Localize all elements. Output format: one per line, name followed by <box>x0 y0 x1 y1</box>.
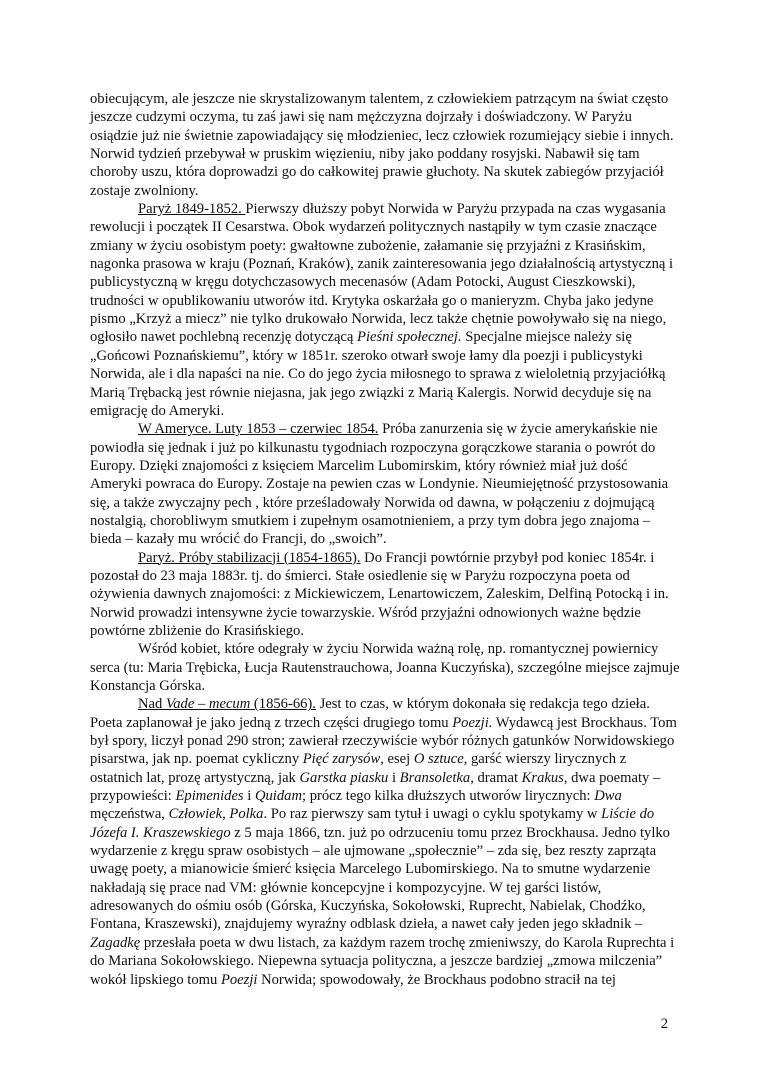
paragraph-p0 <box>90 90 680 200</box>
body-text: i <box>388 769 400 786</box>
italic-title-text: Człowiek, Polka <box>168 806 264 823</box>
body-text: i <box>243 788 255 805</box>
italic-title-text: Dwa <box>594 788 622 805</box>
body-text: Wydawcą jest Brockhaus. Tom był spory, liczył ponad 290 stron; zawierał rzeczywiście wybór różnych gatunków Norwidowskiego pisarstwa, jak np. poemat cykliczny <box>90 714 677 768</box>
section-heading-text: Paryż 1849-1852. <box>138 201 246 218</box>
body-text: Specjalne miejsce należy się „Gońcowi Poznańskiemu”, który w 1851r. szeroko otwarł swoje łamy dla poezji i publicystyki Norwida, ale i dla napaści na nie. Co do jego życia miłosnego to sprawa z wieloletnią przyjaciółką Marią Trębacką jest równie niejasna, jak jego związki z Marią Kalergis. Norwid decyduje się na emigrację do Ameryki. <box>90 329 666 419</box>
body-text: , dwa poematy – przypowieści: <box>90 769 661 805</box>
section-heading-text: Nad <box>138 696 166 713</box>
paragraph-p5 <box>90 695 680 989</box>
body-text: przesłała poeta w dwu listach, za każdym razem trochę zmieniwszy, do Karola Ruprechta i do Mariana Sokołowskiego. Niepewna sytuacja polityczna, a jeszcze bardziej „zmowa milczenia” wokół lipskiego tomu <box>90 934 675 988</box>
body-text: Jest to czas, w którym dokonała się redakcja tego dzieła. Poeta zaplanował je jako jedną z trzech części drugiego tomu <box>90 696 650 731</box>
italic-title-text: Poezji <box>220 971 258 988</box>
italic-title-text: Poezji. <box>452 714 493 731</box>
paragraph-p1 <box>90 200 680 420</box>
italic-title-text: Pieśni społecznej. <box>357 329 462 346</box>
body-text: z 5 maja 1866, tzn. już po odrzuceniu tomu przez Brockhausa. Jedno tylko wydarzenie z kręgu spraw osobistych – ale ujmowane „społecznie” – zda się, bez reszty zaprząta uwagę poety, a mianowicie śmierć księcia Marcelego Lubomirskiego. Na to smutne wydarzenie nakładają się prace nad VM: głównie koncepcyjne i kompozycyjne. W tej garści listów, adresowanych do ośmiu osób (Górska, Kuczyńska, Sokołowski, Ruprecht, Nabielak, Chodźko, Fontana, Kraszewski), znajdujemy wyraźny odblask dzieła, a nawet cały jeden jego składnik – <box>90 824 670 933</box>
body-text: , garść wierszy lirycznych z ostatnich lat, prozę artystyczną, jak <box>90 751 627 786</box>
body-text: , esej <box>380 751 414 768</box>
paragraph-p2 <box>90 420 680 548</box>
body-text: , dramat <box>470 769 522 786</box>
body-text: obiecującym, ale jeszcze nie skrystalizowanym talentem, z człowiekiem patrzącym na świat często jeszcze cudzymi oczyma, tu zaś jawi się nam mężczyzna dojrzały i doświadczony. W Paryżu osiądzie już nie świetnie zapowiadający się młodzieniec, lecz człowiek rozumiejący siebie i innych. Norwid tydzień przebywał w pruskim więzieniu, niby jako poddany rosyjski. Nabawił się tam choroby uszu, która doprowadzi go do całkowitej prawie głuchoty. Na skutek zabiegów przyjaciół zostaje zwolniony. <box>90 91 674 199</box>
section-heading-text: Paryż. Próby stabilizacji (1854-1865). <box>138 549 361 566</box>
body-text: Próba zanurzenia się w życie amerykańskie nie powiodła się jednak i już po kilkunastu tygodniach rozpoczyna gorączkowe starania o powrót do Europy. Dzięki znajomości z księciem Marcelim Lubomirskim, który również miał już dość Ameryki powraca do Europy. Zostaje na pewien czas w Londynie. Nieumiejętność przystosowania się, a także zwyczajny pech , które prześladowały Norwida od dawna, w połączeniu z dojmującą nostalgią, chorobliwym smutkiem i zupełnym osamotnieniem, a przy tym dobra jego znajoma – bieda – kazały mu wrócić do Francji, do „swoich”. <box>90 421 669 548</box>
italic-title-text: Epimenides <box>175 788 244 805</box>
body-text: Pierwszy dłuższy pobyt Norwida w Paryżu przypada na czas wygasania rewolucji i początek II Cesarstwa. Obok wydarzeń politycznych nastąpiły w tym czasie znaczące zmiany w życiu osobistym poety: gwałtowne zubożenie, załamanie się przyjaźni z Krasińskim, nagonka prasowa w kraju (Poznań, Kraków), zanik zainteresowania jego działalnością artystyczną i publicystyczną w kręgu dotychczasowych mecenasów (Adam Potocki, August Cieszkowski), trudności w opublikowaniu utworów itd. Krytyka oskarżała go o manieryzm. Chyba jako jedyne pismo „Krzyż a miecz” nie tylko drukowało Norwida, lecz także chętnie powoływało się na niego, ogłosiło nawet pochlebną recenzję dotyczącą <box>90 201 674 346</box>
page-number: 2 <box>660 1016 668 1032</box>
italic-title-text: Quidam <box>254 788 302 805</box>
body-text: Do Francji powtórnie przybył pod koniec 1854r. i pozostał do 23 maja 1883r. tj. do śmierci. Stałe osiedlenie się w Paryżu rozpoczyna poeta od ożywienia dawnych znajomości: z Mickiewiczem, Lenartowiczem, Zaleskim, Delfiną Potocką i in. Norwid prowadzi intensywne życie towarzyskie. Wśród przyjaźni odnowionych ważne będzie powtórne zbliżenie do Krasińskiego. <box>90 549 669 639</box>
body-text: Norwida; spowodowały, że Brockhaus podobno stracił na tej <box>257 971 616 988</box>
italic-title-text: Garstka piasku <box>299 769 389 786</box>
body-text: Wśród kobiet, które odegrały w życiu Norwida ważną rolę, np. romantycznej powiernicy serca (tu: Maria Trębicka, Łucja Rautenstrauchowa, Joanna Kuczyńska), szczególne miejsce zajmuje Konstancja Górska. <box>90 641 680 694</box>
section-heading-text: Vade – mecum <box>165 696 251 713</box>
body-text: ; prócz tego kilka dłuższych utworów lirycznych: <box>302 788 595 805</box>
document-page <box>90 90 680 989</box>
italic-title-text: Pięć zarysów <box>302 751 381 768</box>
paragraph-p3 <box>90 549 680 641</box>
section-heading-text: (1856-66). <box>250 696 316 713</box>
italic-title-text: Zagadkę <box>90 934 141 951</box>
italic-title-text: Liście do Józefa I. Kraszewskiego <box>90 806 655 841</box>
italic-title-text: O sztuce <box>413 751 464 768</box>
body-text: . Po raz pierwszy sam tytuł i uwagi o cyklu spotykamy w <box>263 806 602 823</box>
body-text: męczeństwa, <box>90 806 169 823</box>
italic-title-text: Krakus <box>521 769 564 786</box>
section-heading-text: W Ameryce. Luty 1853 – czerwiec 1854. <box>138 421 379 438</box>
paragraph-p4 <box>90 640 680 695</box>
italic-title-text: Bransoletka <box>399 769 471 786</box>
